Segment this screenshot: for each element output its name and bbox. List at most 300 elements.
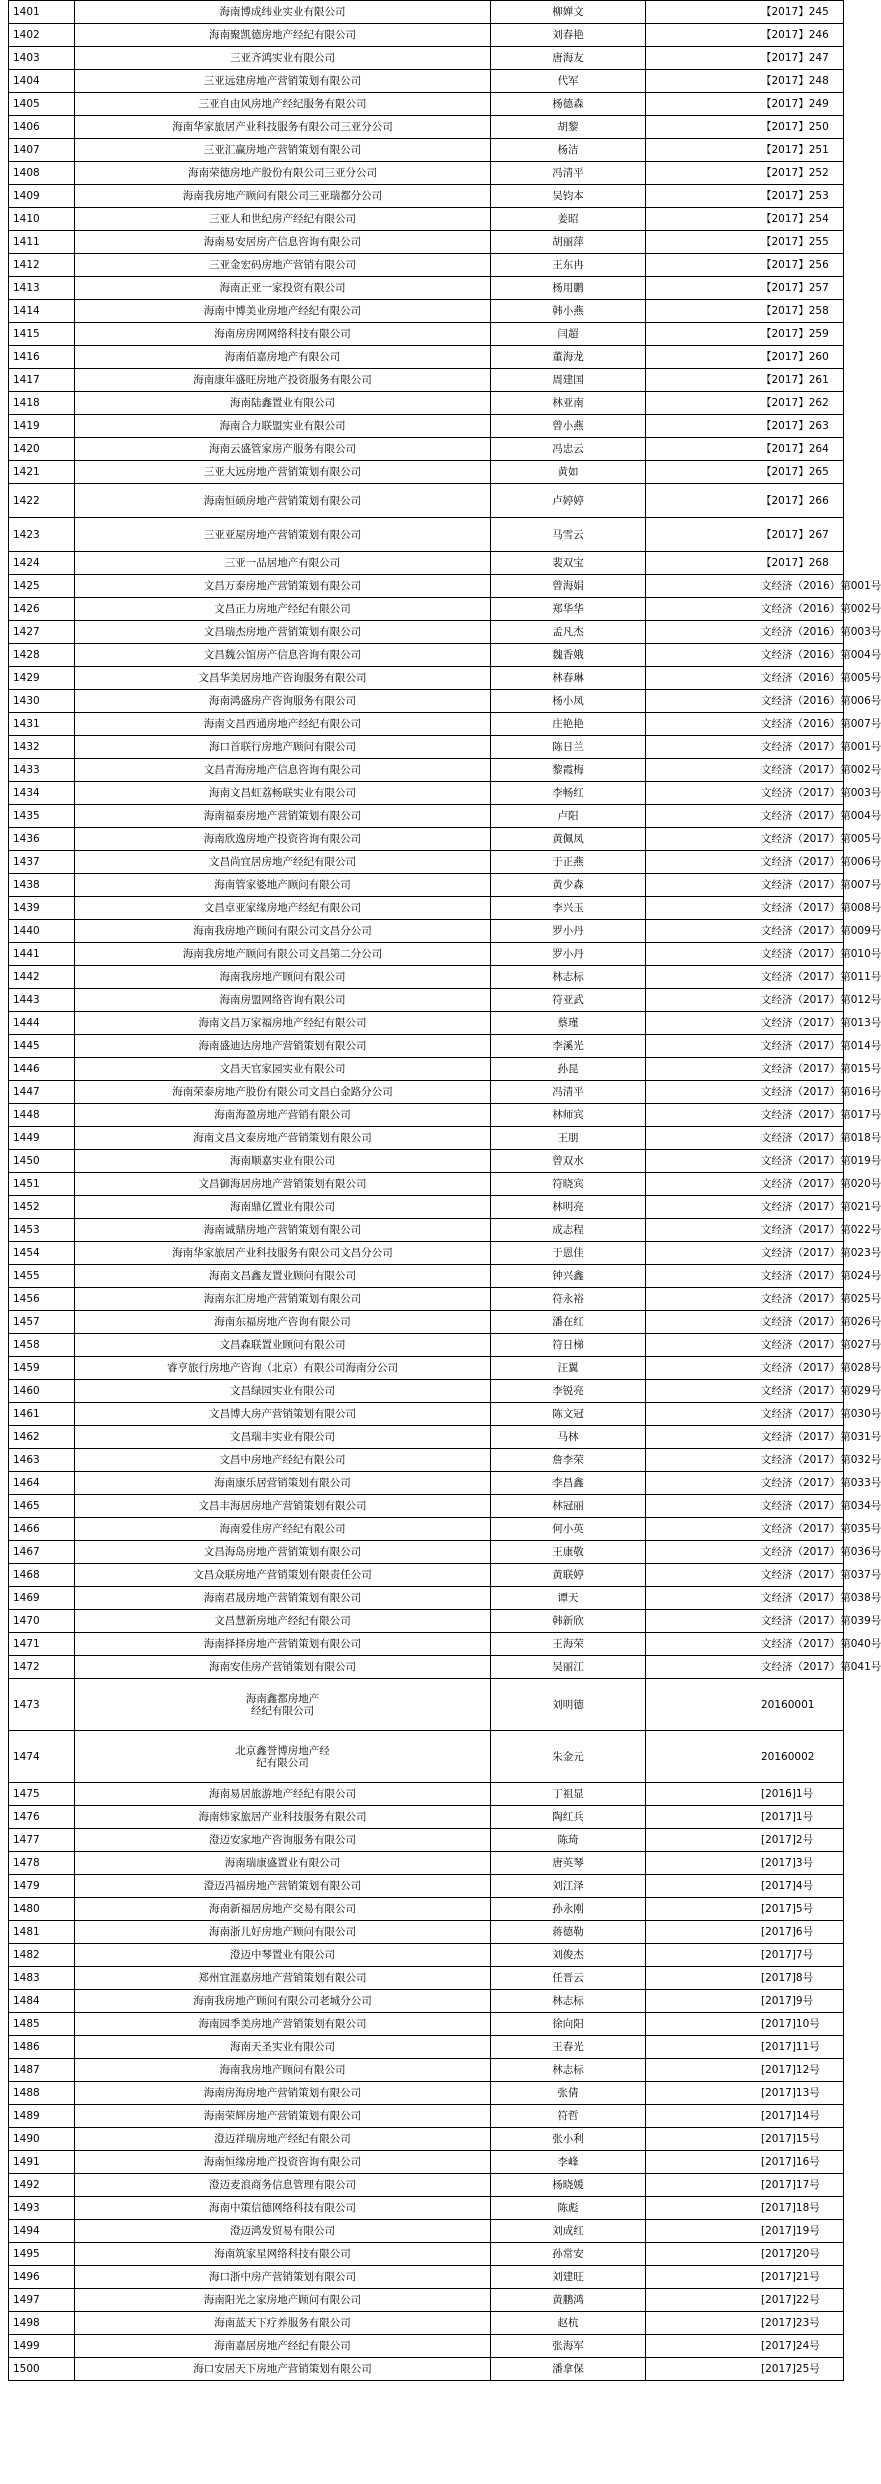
company-name-cell: 澄迈冯福房地产营销策划有限公司 xyxy=(75,1875,491,1898)
company-name-cell: 海南我房地产顾问有限公司文昌第二分公司 xyxy=(75,943,491,966)
certificate-number-cell: 文经济（2017）第013号 xyxy=(646,1012,844,1035)
registry-table xyxy=(8,0,881,2381)
row-number-cell: 1466 xyxy=(9,1518,75,1541)
row-number-cell: 1453 xyxy=(9,1219,75,1242)
certificate-number-cell: [2017]24号 xyxy=(646,2335,844,2358)
person-name-cell: 林师宾 xyxy=(491,1104,646,1127)
company-name-cell: 海南爱佳房产经纪有限公司 xyxy=(75,1518,491,1541)
person-name-cell: 韩新欣 xyxy=(491,1610,646,1633)
row-number-cell: 1487 xyxy=(9,2059,75,2082)
certificate-number-cell: 文经济（2017）第025号 xyxy=(646,1288,844,1311)
person-name-cell: 柳婵文 xyxy=(491,1,646,24)
table-row xyxy=(9,2174,844,2197)
row-number-cell: 1411 xyxy=(9,231,75,254)
certificate-number-cell: 文经济（2017）第033号 xyxy=(646,1472,844,1495)
table-row xyxy=(9,552,844,575)
company-name-cell: 海南欣逸房地产投资咨询有限公司 xyxy=(75,828,491,851)
table-row xyxy=(9,1265,844,1288)
certificate-number-cell: 【2017】258 xyxy=(646,300,844,323)
row-number-cell: 1402 xyxy=(9,24,75,47)
company-name-cell: 海南福泰房地产营销策划有限公司 xyxy=(75,805,491,828)
company-name-cell: 文昌众联房地产营销策划有限责任公司 xyxy=(75,1564,491,1587)
row-number-cell: 1455 xyxy=(9,1265,75,1288)
row-number-cell: 1448 xyxy=(9,1104,75,1127)
row-number-cell: 1435 xyxy=(9,805,75,828)
company-name-cell: 海南浙儿好房地产顾问有限公司 xyxy=(75,1921,491,1944)
certificate-number-cell: 文经济（2017）第006号 xyxy=(646,851,844,874)
company-name-cell: 海南我房地产顾问有限公司三亚瑞都分公司 xyxy=(75,185,491,208)
table-row xyxy=(9,759,844,782)
table-row xyxy=(9,920,844,943)
table-row xyxy=(9,1679,844,1731)
certificate-number-cell: 文经济（2017）第019号 xyxy=(646,1150,844,1173)
row-number-cell: 1434 xyxy=(9,782,75,805)
table-row xyxy=(9,1334,844,1357)
person-name-cell: 马雪云 xyxy=(491,518,646,552)
table-row xyxy=(9,1518,844,1541)
row-number-cell: 1416 xyxy=(9,346,75,369)
certificate-number-cell: [2017]1号 xyxy=(646,1806,844,1829)
certificate-number-cell: 【2017】260 xyxy=(646,346,844,369)
company-name-cell: 澄迈安家地产咨询服务有限公司 xyxy=(75,1829,491,1852)
row-number-cell: 1452 xyxy=(9,1196,75,1219)
row-number-cell: 1432 xyxy=(9,736,75,759)
company-name-cell: 睿亨旅行房地产咨询（北京）有限公司海南分公司 xyxy=(75,1357,491,1380)
company-name-cell: 海南东汇房地产营销策划有限公司 xyxy=(75,1288,491,1311)
company-name-cell: 海南择择房地产营销策划有限公司 xyxy=(75,1633,491,1656)
row-number-cell: 1428 xyxy=(9,644,75,667)
company-name-cell: 三亚齐鸿实业有限公司 xyxy=(75,47,491,70)
table-row xyxy=(9,438,844,461)
certificate-number-cell: 【2017】249 xyxy=(646,93,844,116)
person-name-cell: 林冠丽 xyxy=(491,1495,646,1518)
table-row xyxy=(9,1104,844,1127)
row-number-cell: 1443 xyxy=(9,989,75,1012)
table-row xyxy=(9,897,844,920)
row-number-cell: 1483 xyxy=(9,1967,75,1990)
person-name-cell: 张倩 xyxy=(491,2082,646,2105)
row-number-cell: 1495 xyxy=(9,2243,75,2266)
company-name-cell: 文昌华美居房地产咨询服务有限公司 xyxy=(75,667,491,690)
company-name-cell: 海南中策信德网络科技有限公司 xyxy=(75,2197,491,2220)
person-name-cell: 董海龙 xyxy=(491,346,646,369)
table-row xyxy=(9,690,844,713)
person-name-cell: 吴丽江 xyxy=(491,1656,646,1679)
row-number-cell: 1417 xyxy=(9,369,75,392)
company-name-cell: 海南华家旅居产业科技服务有限公司文昌分公司 xyxy=(75,1242,491,1265)
table-row xyxy=(9,2128,844,2151)
row-number-cell: 1456 xyxy=(9,1288,75,1311)
company-name-cell: 文昌博大房产营销策划有限公司 xyxy=(75,1403,491,1426)
person-name-cell: 李兴玉 xyxy=(491,897,646,920)
certificate-number-cell: 文经济（2017）第035号 xyxy=(646,1518,844,1541)
row-number-cell: 1497 xyxy=(9,2289,75,2312)
company-name-cell: 海南文昌鑫友置业顾问有限公司 xyxy=(75,1265,491,1288)
row-number-cell: 1468 xyxy=(9,1564,75,1587)
person-name-cell: 周建国 xyxy=(491,369,646,392)
table-row xyxy=(9,2289,844,2312)
row-number-cell: 1469 xyxy=(9,1587,75,1610)
certificate-number-cell: 文经济（2016）第003号 xyxy=(646,621,844,644)
person-name-cell: 朱金元 xyxy=(491,1731,646,1783)
table-row xyxy=(9,1150,844,1173)
company-name-cell: 海南瑞康盛置业有限公司 xyxy=(75,1852,491,1875)
company-name-cell: 文昌中房地产经纪有限公司 xyxy=(75,1449,491,1472)
row-number-cell: 1485 xyxy=(9,2013,75,2036)
table-row xyxy=(9,1990,844,2013)
person-name-cell: 卢阳 xyxy=(491,805,646,828)
row-number-cell: 1447 xyxy=(9,1081,75,1104)
company-name-cell: 海南恒缘房地产投资咨询有限公司 xyxy=(75,2151,491,2174)
person-name-cell: 黄鹏鸿 xyxy=(491,2289,646,2312)
person-name-cell: 成志程 xyxy=(491,1219,646,1242)
row-number-cell: 1418 xyxy=(9,392,75,415)
table-row xyxy=(9,1472,844,1495)
company-name-cell: 海口浙中房产营销策划有限公司 xyxy=(75,2266,491,2289)
row-number-cell: 1423 xyxy=(9,518,75,552)
row-number-cell: 1442 xyxy=(9,966,75,989)
person-name-cell: 卢婷婷 xyxy=(491,484,646,518)
person-name-cell: 黄少森 xyxy=(491,874,646,897)
person-name-cell: 王朋 xyxy=(491,1127,646,1150)
person-name-cell: 符亚武 xyxy=(491,989,646,1012)
row-number-cell: 1446 xyxy=(9,1058,75,1081)
table-row xyxy=(9,1403,844,1426)
person-name-cell: 杨小凤 xyxy=(491,690,646,713)
certificate-number-cell: 文经济（2017）第040号 xyxy=(646,1633,844,1656)
row-number-cell: 1424 xyxy=(9,552,75,575)
company-name-cell: 海南嘉居房地产经纪有限公司 xyxy=(75,2335,491,2358)
table-row xyxy=(9,392,844,415)
table-row xyxy=(9,1449,844,1472)
certificate-number-cell: 文经济（2017）第026号 xyxy=(646,1311,844,1334)
certificate-number-cell: 【2017】265 xyxy=(646,461,844,484)
person-name-cell: 王康敬 xyxy=(491,1541,646,1564)
row-number-cell: 1406 xyxy=(9,116,75,139)
company-name-cell: 海南我房地产顾问有限公司 xyxy=(75,966,491,989)
certificate-number-cell: 文经济（2017）第020号 xyxy=(646,1173,844,1196)
row-number-cell: 1467 xyxy=(9,1541,75,1564)
certificate-number-cell: [2017]20号 xyxy=(646,2243,844,2266)
table-row xyxy=(9,2036,844,2059)
certificate-number-cell: [2017]8号 xyxy=(646,1967,844,1990)
person-name-cell: 符晓宾 xyxy=(491,1173,646,1196)
person-name-cell: 庄艳艳 xyxy=(491,713,646,736)
person-name-cell: 林亚南 xyxy=(491,392,646,415)
certificate-number-cell: 【2017】248 xyxy=(646,70,844,93)
certificate-number-cell: 文经济（2016）第004号 xyxy=(646,644,844,667)
row-number-cell: 1444 xyxy=(9,1012,75,1035)
table-row xyxy=(9,851,844,874)
certificate-number-cell: 20160001 xyxy=(646,1679,844,1731)
person-name-cell: 于恩佳 xyxy=(491,1242,646,1265)
registry-table-body xyxy=(9,1,881,2381)
person-name-cell: 刘江泽 xyxy=(491,1875,646,1898)
row-number-cell: 1499 xyxy=(9,2335,75,2358)
person-name-cell: 刘成红 xyxy=(491,2220,646,2243)
certificate-number-cell: 【2017】257 xyxy=(646,277,844,300)
row-number-cell: 1414 xyxy=(9,300,75,323)
certificate-number-cell: 文经济（2016）第007号 xyxy=(646,713,844,736)
table-row xyxy=(9,943,844,966)
table-row xyxy=(9,1806,844,1829)
row-number-cell: 1427 xyxy=(9,621,75,644)
certificate-number-cell: 【2017】251 xyxy=(646,139,844,162)
table-row xyxy=(9,782,844,805)
row-number-cell: 1481 xyxy=(9,1921,75,1944)
certificate-number-cell: 文经济（2017）第009号 xyxy=(646,920,844,943)
certificate-number-cell: [2017]19号 xyxy=(646,2220,844,2243)
table-row xyxy=(9,598,844,621)
person-name-cell: 杨洁 xyxy=(491,139,646,162)
person-name-cell: 冯清平 xyxy=(491,162,646,185)
certificate-number-cell: [2017]3号 xyxy=(646,1852,844,1875)
person-name-cell: 林志标 xyxy=(491,1990,646,2013)
company-name-cell: 文昌丰海居房地产营销策划有限公司 xyxy=(75,1495,491,1518)
company-name-cell: 澄迈中琴置业有限公司 xyxy=(75,1944,491,1967)
certificate-number-cell: [2017]11号 xyxy=(646,2036,844,2059)
certificate-number-cell: 文经济（2017）第016号 xyxy=(646,1081,844,1104)
person-name-cell: 詹李荣 xyxy=(491,1449,646,1472)
table-row xyxy=(9,47,844,70)
certificate-number-cell: 文经济（2016）第005号 xyxy=(646,667,844,690)
certificate-number-cell: 【2017】259 xyxy=(646,323,844,346)
company-name-cell: 文昌森联置业顾问有限公司 xyxy=(75,1334,491,1357)
company-name-cell: 文昌瑞杰房地产营销策划有限公司 xyxy=(75,621,491,644)
person-name-cell: 符日梯 xyxy=(491,1334,646,1357)
table-row xyxy=(9,346,844,369)
person-name-cell: 任晋云 xyxy=(491,1967,646,1990)
table-row xyxy=(9,1495,844,1518)
table-row xyxy=(9,2105,844,2128)
row-number-cell: 1403 xyxy=(9,47,75,70)
person-name-cell: 黄如 xyxy=(491,461,646,484)
person-name-cell: 蔡瑾 xyxy=(491,1012,646,1035)
person-name-cell: 黄佩凤 xyxy=(491,828,646,851)
row-number-cell: 1431 xyxy=(9,713,75,736)
row-number-cell: 1436 xyxy=(9,828,75,851)
company-name-cell: 澄迈鸿发贸易有限公司 xyxy=(75,2220,491,2243)
certificate-number-cell: 文经济（2017）第031号 xyxy=(646,1426,844,1449)
row-number-cell: 1491 xyxy=(9,2151,75,2174)
person-name-cell: 林明亮 xyxy=(491,1196,646,1219)
company-name-cell: 海南佰嘉房地产有限公司 xyxy=(75,346,491,369)
row-number-cell: 1458 xyxy=(9,1334,75,1357)
company-name-cell: 文昌魏公馆房产信息咨询有限公司 xyxy=(75,644,491,667)
certificate-number-cell: 文经济（2017）第023号 xyxy=(646,1242,844,1265)
person-name-cell: 钟兴鑫 xyxy=(491,1265,646,1288)
company-name-cell: 海南海盈房地产营销有限公司 xyxy=(75,1104,491,1127)
certificate-number-cell: [2017]17号 xyxy=(646,2174,844,2197)
table-row xyxy=(9,2335,844,2358)
certificate-number-cell: 文经济（2017）第041号 xyxy=(646,1656,844,1679)
person-name-cell: 陈彪 xyxy=(491,2197,646,2220)
table-row xyxy=(9,2312,844,2335)
company-name-cell: 海南筑家星网络科技有限公司 xyxy=(75,2243,491,2266)
row-number-cell: 1463 xyxy=(9,1449,75,1472)
row-number-cell: 1459 xyxy=(9,1357,75,1380)
row-number-cell: 1480 xyxy=(9,1898,75,1921)
certificate-number-cell: [2017]16号 xyxy=(646,2151,844,2174)
table-row xyxy=(9,24,844,47)
table-row xyxy=(9,1357,844,1380)
company-name-cell: 北京鑫誉博房地产经 纪有限公司 xyxy=(75,1731,491,1783)
table-row xyxy=(9,208,844,231)
table-row xyxy=(9,1127,844,1150)
table-row xyxy=(9,70,844,93)
table-row xyxy=(9,2266,844,2289)
table-row xyxy=(9,1921,844,1944)
row-number-cell: 1404 xyxy=(9,70,75,93)
company-name-cell: 海南易安居房产信息咨询有限公司 xyxy=(75,231,491,254)
row-number-cell: 1408 xyxy=(9,162,75,185)
person-name-cell: 黎霞梅 xyxy=(491,759,646,782)
company-name-cell: 海南管家婆地产顾问有限公司 xyxy=(75,874,491,897)
company-name-cell: 海南新福居房地产交易有限公司 xyxy=(75,1898,491,1921)
person-name-cell: 杨用鹏 xyxy=(491,277,646,300)
person-name-cell: 王海荣 xyxy=(491,1633,646,1656)
row-number-cell: 1461 xyxy=(9,1403,75,1426)
company-name-cell: 海南诚鼎房地产营销策划有限公司 xyxy=(75,1219,491,1242)
certificate-number-cell: 【2017】266 xyxy=(646,484,844,518)
table-row xyxy=(9,1541,844,1564)
certificate-number-cell: 【2017】267 xyxy=(646,518,844,552)
table-row xyxy=(9,1875,844,1898)
row-number-cell: 1494 xyxy=(9,2220,75,2243)
table-row xyxy=(9,1426,844,1449)
certificate-number-cell: 文经济（2016）第002号 xyxy=(646,598,844,621)
person-name-cell: 丁祖显 xyxy=(491,1783,646,1806)
row-number-cell: 1478 xyxy=(9,1852,75,1875)
person-name-cell: 冯清平 xyxy=(491,1081,646,1104)
certificate-number-cell: [2017]23号 xyxy=(646,2312,844,2335)
row-number-cell: 1465 xyxy=(9,1495,75,1518)
certificate-number-cell: 【2017】263 xyxy=(646,415,844,438)
row-number-cell: 1473 xyxy=(9,1679,75,1731)
certificate-number-cell: 20160002 xyxy=(646,1731,844,1783)
table-row xyxy=(9,323,844,346)
certificate-number-cell: 文经济（2017）第029号 xyxy=(646,1380,844,1403)
person-name-cell: 闫超 xyxy=(491,323,646,346)
row-number-cell: 1429 xyxy=(9,667,75,690)
person-name-cell: 陈文冠 xyxy=(491,1403,646,1426)
table-row xyxy=(9,461,844,484)
certificate-number-cell: [2017]21号 xyxy=(646,2266,844,2289)
row-number-cell: 1496 xyxy=(9,2266,75,2289)
company-name-cell: 海南聚凯德房地产经纪有限公司 xyxy=(75,24,491,47)
table-row xyxy=(9,277,844,300)
table-row xyxy=(9,415,844,438)
person-name-cell: 张小利 xyxy=(491,2128,646,2151)
table-row xyxy=(9,1173,844,1196)
row-number-cell: 1488 xyxy=(9,2082,75,2105)
certificate-number-cell: 文经济（2017）第022号 xyxy=(646,1219,844,1242)
row-number-cell: 1477 xyxy=(9,1829,75,1852)
certificate-number-cell: 【2017】246 xyxy=(646,24,844,47)
row-number-cell: 1490 xyxy=(9,2128,75,2151)
company-name-cell: 海南天圣实业有限公司 xyxy=(75,2036,491,2059)
company-name-cell: 海南我房地产顾问有限公司文昌分公司 xyxy=(75,920,491,943)
company-name-cell: 海南房盟网络咨询有限公司 xyxy=(75,989,491,1012)
certificate-number-cell: 【2017】247 xyxy=(646,47,844,70)
table-row xyxy=(9,1829,844,1852)
table-row xyxy=(9,2243,844,2266)
company-name-cell: 海南园季美房地产营销策划有限公司 xyxy=(75,2013,491,2036)
company-name-cell: 文昌海岛房地产营销策划有限公司 xyxy=(75,1541,491,1564)
person-name-cell: 赵杭 xyxy=(491,2312,646,2335)
certificate-number-cell: 文经济（2017）第008号 xyxy=(646,897,844,920)
row-number-cell: 1421 xyxy=(9,461,75,484)
company-name-cell: 海南文昌文泰房地产营销策划有限公司 xyxy=(75,1127,491,1150)
certificate-number-cell: 【2017】256 xyxy=(646,254,844,277)
company-name-cell: 海口安居天下房地产营销策划有限公司 xyxy=(75,2358,491,2381)
person-name-cell: 唐海友 xyxy=(491,47,646,70)
company-name-cell: 海南我房地产顾问有限公司 xyxy=(75,2059,491,2082)
certificate-number-cell: 【2017】255 xyxy=(646,231,844,254)
company-name-cell: 海南荣泰房地产股份有限公司文昌白金路分公司 xyxy=(75,1081,491,1104)
company-name-cell: 三亚一品居地产有限公司 xyxy=(75,552,491,575)
company-name-cell: 郑州宜涯嘉房地产营销策划有限公司 xyxy=(75,1967,491,1990)
table-row xyxy=(9,1219,844,1242)
certificate-number-cell: [2017]14号 xyxy=(646,2105,844,2128)
company-name-cell: 海南文昌虹荔畅联实业有限公司 xyxy=(75,782,491,805)
person-name-cell: 李峰 xyxy=(491,2151,646,2174)
person-name-cell: 潘拿保 xyxy=(491,2358,646,2381)
certificate-number-cell: [2017]18号 xyxy=(646,2197,844,2220)
table-row xyxy=(9,185,844,208)
company-name-cell: 海南合力联盟实业有限公司 xyxy=(75,415,491,438)
table-row xyxy=(9,1311,844,1334)
company-name-cell: 文昌天官家园实业有限公司 xyxy=(75,1058,491,1081)
certificate-number-cell: 文经济（2017）第017号 xyxy=(646,1104,844,1127)
certificate-number-cell: [2017]2号 xyxy=(646,1829,844,1852)
company-name-cell: 三亚金宏码房地产营销有限公司 xyxy=(75,254,491,277)
table-row xyxy=(9,1633,844,1656)
person-name-cell: 罗小丹 xyxy=(491,920,646,943)
row-number-cell: 1471 xyxy=(9,1633,75,1656)
person-name-cell: 林春琳 xyxy=(491,667,646,690)
company-name-cell: 海南云盛管家房产服务有限公司 xyxy=(75,438,491,461)
company-name-cell: 海南康年盛旺房地产投资服务有限公司 xyxy=(75,369,491,392)
table-row xyxy=(9,966,844,989)
person-name-cell: 曾海娟 xyxy=(491,575,646,598)
row-number-cell: 1500 xyxy=(9,2358,75,2381)
row-number-cell: 1498 xyxy=(9,2312,75,2335)
table-row xyxy=(9,2358,844,2381)
table-row xyxy=(9,1656,844,1679)
person-name-cell: 陈琦 xyxy=(491,1829,646,1852)
person-name-cell: 唐英琴 xyxy=(491,1852,646,1875)
person-name-cell: 符哲 xyxy=(491,2105,646,2128)
person-name-cell: 马林 xyxy=(491,1426,646,1449)
company-name-cell: 海南盛迪达房地产营销策划有限公司 xyxy=(75,1035,491,1058)
company-name-cell: 海南我房地产顾问有限公司老城分公司 xyxy=(75,1990,491,2013)
row-number-cell: 1486 xyxy=(9,2036,75,2059)
table-row xyxy=(9,139,844,162)
company-name-cell: 文昌尚宜居房地产经纪有限公司 xyxy=(75,851,491,874)
person-name-cell: 王东冉 xyxy=(491,254,646,277)
company-name-cell: 文昌慧新房地产经纪有限公司 xyxy=(75,1610,491,1633)
table-row xyxy=(9,874,844,897)
row-number-cell: 1426 xyxy=(9,598,75,621)
company-name-cell: 海南阳光之家房地产顾问有限公司 xyxy=(75,2289,491,2312)
table-row xyxy=(9,2082,844,2105)
certificate-number-cell: 文经济（2017）第024号 xyxy=(646,1265,844,1288)
person-name-cell: 谭天 xyxy=(491,1587,646,1610)
row-number-cell: 1420 xyxy=(9,438,75,461)
certificate-number-cell: 【2017】262 xyxy=(646,392,844,415)
table-row xyxy=(9,2151,844,2174)
